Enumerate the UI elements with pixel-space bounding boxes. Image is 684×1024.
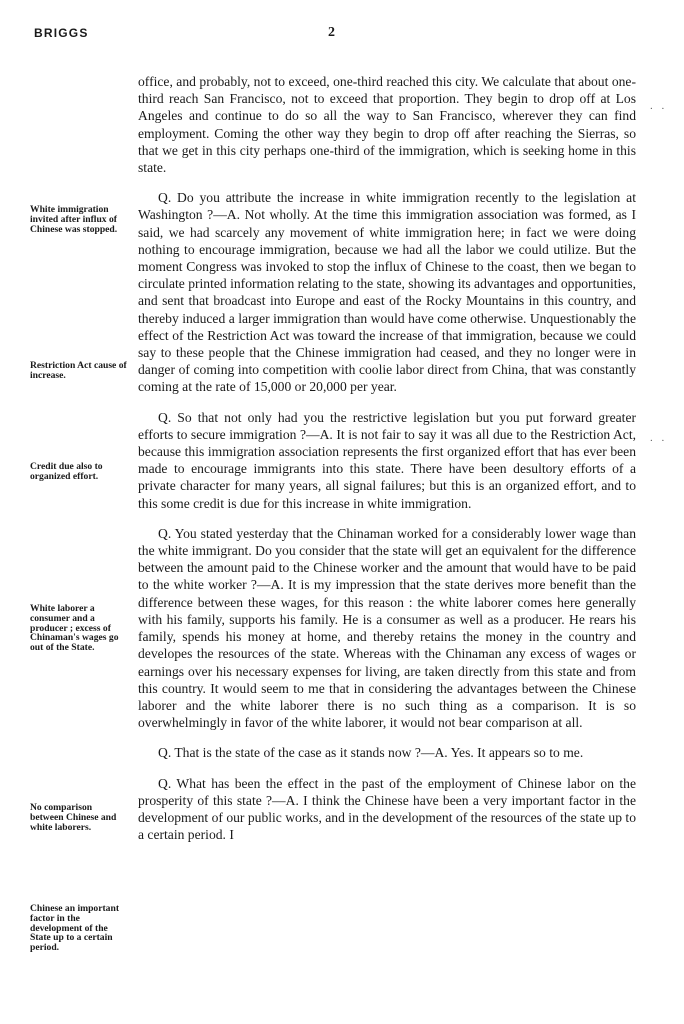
paragraph-restriction-act: Q. Do you attribute the increase in white immigration recently to the legislation at Washington ?—A. Not wholly. At the time this immigration association was formed, as I said, we had scarcely any movement of white immigration here; in fact we were doing nothing to encourage immigration, because we had all the labor we could utilize. But the moment Congress was invoked to stop the influx of Chinese to the coast, then we began to circulate printed information relating to the state, showing its advantages and opportunities, and sent that broadcast into Europe and east of the Rocky Mountains in this country, and thereby induced a larger immigration than would have come otherwise. Unquestionably the effect of the Restriction Act was toward the increase of that immigration, because we could say to these people that the Chinese immigration had ceased, and they no longer were in danger of coming into competition with coolie labor direct from China, that was constantly coming at the rate of 15,000 or 20,000 per year.: [138, 190, 636, 395]
margin-note: Restriction Act cause of increase.: [30, 360, 127, 381]
margin-note: White laborer a consumer and a producer ; excess of Chinaman's wages go out of the State.: [30, 603, 119, 654]
paragraph-continuation: office, and probably, not to exceed, one-third reached this city. We calculate that about one-third reach San Francisco, not to exceed that proportion. They begin to drop off at Los Angeles and continue to do so all the way to San Francisco, wherever they can find employment. Coming the other way they begin to drop off after reaching the Sierras, so that we get in this city perhaps one-third of the immigration, which is seeking home in this state.: [138, 74, 636, 176]
body-text: [138, 73, 636, 843]
margin-note: Chinese an important factor in the development of the State up to a certain period.: [30, 903, 120, 954]
page-number: 2: [328, 25, 335, 40]
running-head: [34, 26, 646, 44]
margin-note: Credit due also to organized effort.: [30, 461, 103, 482]
margin-note: White immigration invited after influx of Chinese was stopped.: [30, 204, 118, 235]
paragraph-chinese-factor: Q. What has been the effect in the past of the employment of Chinese labor on the prosperity of this state ?—A. I think the Chinese have been a very important factor in the development of our public works, and in the development of the resources of the state up to a certain period. I: [138, 775, 636, 843]
scan-speck: . .: [650, 432, 668, 444]
paragraph-state-of-case: Q. That is the state of the case as it stands now ?—A. Yes. It appears so to me.: [158, 745, 584, 761]
margin-note: No comparison between Chinese and white laborers.: [30, 802, 117, 833]
paragraph-wages: Q. You stated yesterday that the Chinaman worked for a considerably lower wage than the white immigrant. Do you consider that the state will get an equivalent for the difference between the amount paid to the Chinese worker and the amount that would have to be paid to the white worker ?—A. It is my impression that the state derives more benefit than the difference between these wages, for this reason : the white laborer comes here generally with his family, supports his family. He is a consumer as well as a producer. He rears his family, spends his money at home, and thereby retains the money in the country and developes the resources of the state. Whereas with the Chinaman any excess of wages or earnings over his necessary expenses for living, are taken directly from this state and from this country. It would seem to me that in considering the advantages between the Chinese laborer and the white laborer there is no such thing as a comparison. It is so overwhelmingly in favor of the white laborer, it would not bear comparison at all.: [138, 525, 636, 731]
paragraph-organized-effort: Q. So that not only had you the restrictive legislation but you put forward greater efforts to secure immigration ?—A. It is not fair to say it was all due to the Restriction Act, because this immigration association represents the first organized effort that has ever been made to encourage immigrants into this state. There have been desultory efforts of a private character for many years, all signal failures; but this is an organized effort, and to this some credit is due for this increase in white immigration.: [138, 409, 636, 511]
scan-speck: . .: [650, 100, 668, 112]
witness-name: BRIGGS: [34, 26, 89, 40]
